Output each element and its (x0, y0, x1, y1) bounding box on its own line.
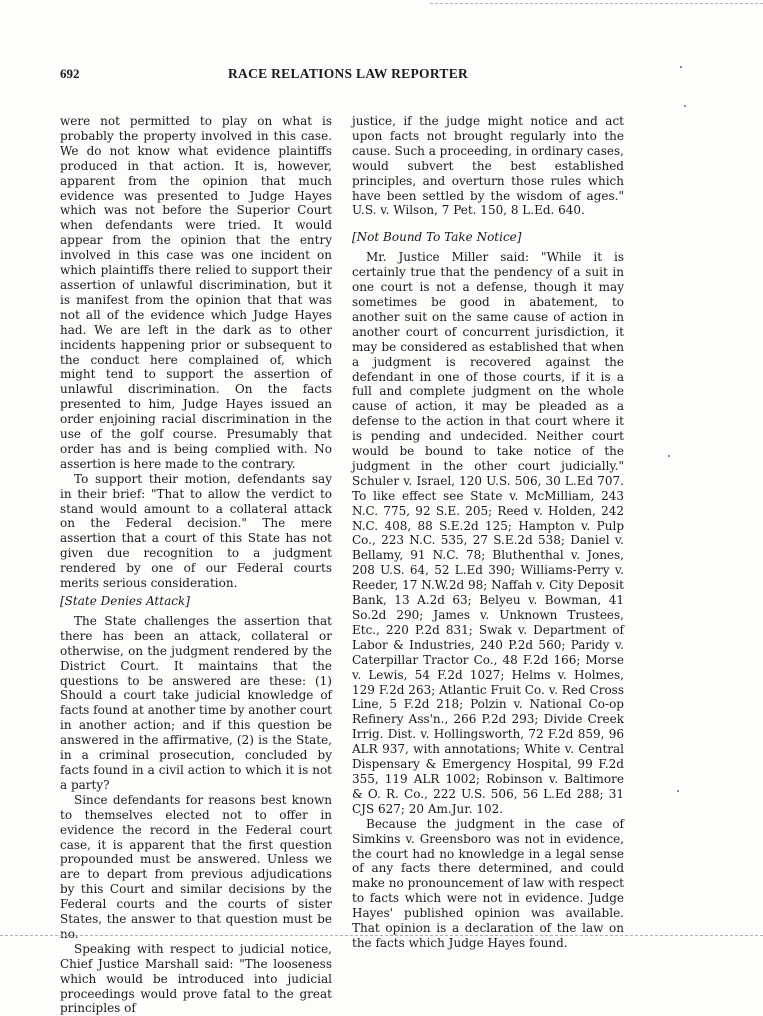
scan-speck (668, 455, 670, 457)
paragraph: Since defendants for reasons best known to themselves elected not to offer in evidence the record in the Federal court case, it is apparent that the first question propounded must be answered. Unless we are to depart from previous adjudications by this Court and similar decisions by the Federal courts and the courts of sister States, the answer to that question must be no. (60, 792, 332, 941)
page-number: 692 (60, 66, 80, 81)
paragraph: Speaking with respect to judicial notice, Chief Justice Marshall said: "The looseness which would be introduced into judicial proceedings would prove fatal to the great principles of (60, 941, 332, 1016)
paragraph: The State challenges the assertion that there has been an attack, collateral or otherwise, on the judgment rendered by the District Court. It maintains that the questions to be answered are these: (1) Should a court take judicial knowledge of facts found at another time by another court in another action; and if this question be answered in the affirmative, (2) is the State, in a criminal prosecution, concluded by facts found in a civil action to which it is not a party? (60, 613, 332, 792)
scan-speck (680, 66, 682, 68)
scan-edge-top (430, 3, 763, 4)
paragraph: Because the judgment in the case of Simkins v. Greensboro was not in evidence, the court had no knowledge in a legal sense of any facts there determined, and could make no pronouncement of law with respect to facts which were not in evidence. Judge Hayes' published opinion was available. That opinion is a declaration of the law on the facts which Judge Hayes found. (352, 816, 624, 950)
right-column (352, 114, 624, 951)
paragraph: Mr. Justice Miller said: "While it is certainly true that the pendency of a suit in one court is not a defense, though it may sometimes be good in abatement, to another suit on the same cause of action in another court of concurrent jurisdiction, it may be considered as established that when a judgment is recovered against the defendant in one of those courts, if it is a full and complete judgment on the whole cause of action, it may be pleaded as a defense to the action in that court where it is pending and undecided. Neither court would be bound to take notice of the judgment in the other court judicially." Schuler v. Israel, 120 U.S. 506, 30 L.Ed 707. To like effect see State v. McMilliam, 243 N.C. 775, 92 S.E. 205; Reed v. Holden, 242 N.C. 408, 88 S.E.2d 125; Hampton v. Pulp Co., 223 N.C. 535, 27 S.E.2d 538; Daniel v. Bellamy, 91 N.C. 78; Bluthenthal v. Jones, 208 U.S. 64, 52 L.Ed 390; Williams-Perry v. Reeder, 17 N.W.2d 98; Naffah v. City Deposit Bank, 13 A.2d 63; Belyeu v. Bowman, 41 So.2d 290; James v. Unknown Trustees, Etc., 220 P.2d 831; Swak v. Department of Labor & Industries, 240 P.2d 560; Paridy v. Caterpillar Tractor Co., 48 F.2d 166; Morse v. Lewis, 54 F.2d 1027; Helms v. Holmes, 129 F.2d 263; Atlantic Fruit Co. v. Red Cross Line, 5 F.2d 218; Polzin v. National Co-op Refinery Ass'n., 266 P.2d 293; Divide Creek Irrig. Dist. v. Hollingsworth, 72 F.2d 859, 96 ALR 937, with annotations; White v. Central Dispensary & Emergency Hospital, 99 F.2d 355, 119 ALR 1002; Robinson v. Baltimore & O. R. Co., 222 U.S. 506, 56 L.Ed 288; 31 CJS 627; 20 Am.Jur. 102. (352, 250, 624, 816)
scan-speck (677, 790, 679, 792)
left-column (60, 114, 332, 1016)
scan-edge-bottom (0, 935, 763, 936)
paragraph: To support their motion, defendants say in their brief: "That to allow the verdict to stand would amount to a collateral attack on the Federal decision." The mere assertion that a court of this State has not given due recognition to a judgment rendered by one of our Federal courts merits serious consideration. (60, 471, 332, 591)
page-header (60, 66, 665, 86)
paragraph: justice, if the judge might notice and act upon facts not brought regularly into the cause. Such a proceeding, in ordinary cases, would subvert the best established principles, and overturn those rules which have been settled by the wisdom of ages." U.S. v. Wilson, 7 Pet. 150, 8 L.Ed. 640. (352, 114, 624, 218)
section-heading: [Not Bound To Take Notice] (352, 230, 522, 245)
running-head: RACE RELATIONS LAW REPORTER (228, 66, 469, 81)
scan-speck (684, 105, 686, 107)
section-heading: [State Denies Attack] (60, 594, 190, 608)
paragraph: were not permitted to play on what is probably the property involved in this case. We do not know what evidence plaintiffs produced in that action. It is, however, apparent from the opinion that much evidence was presented to Judge Hayes which was not before the Superior Court when defendants were tried. It would appear from the opinion that the entry involved in this case was one incident on which plaintiffs there relied to support their assertion of unlawful discrimination, but it is manifest from the opinion that that was not all of the evidence which Judge Hayes had. We are left in the dark as to other incidents happening prior or subsequent to the conduct here complained of, which might tend to support the assertion of unlawful discrimination. On the facts presented to him, Judge Hayes issued an order enjoining racial discrimination in the use of the golf course. Presumably that order has and is being complied with. No assertion is here made to the contrary. (60, 114, 332, 471)
